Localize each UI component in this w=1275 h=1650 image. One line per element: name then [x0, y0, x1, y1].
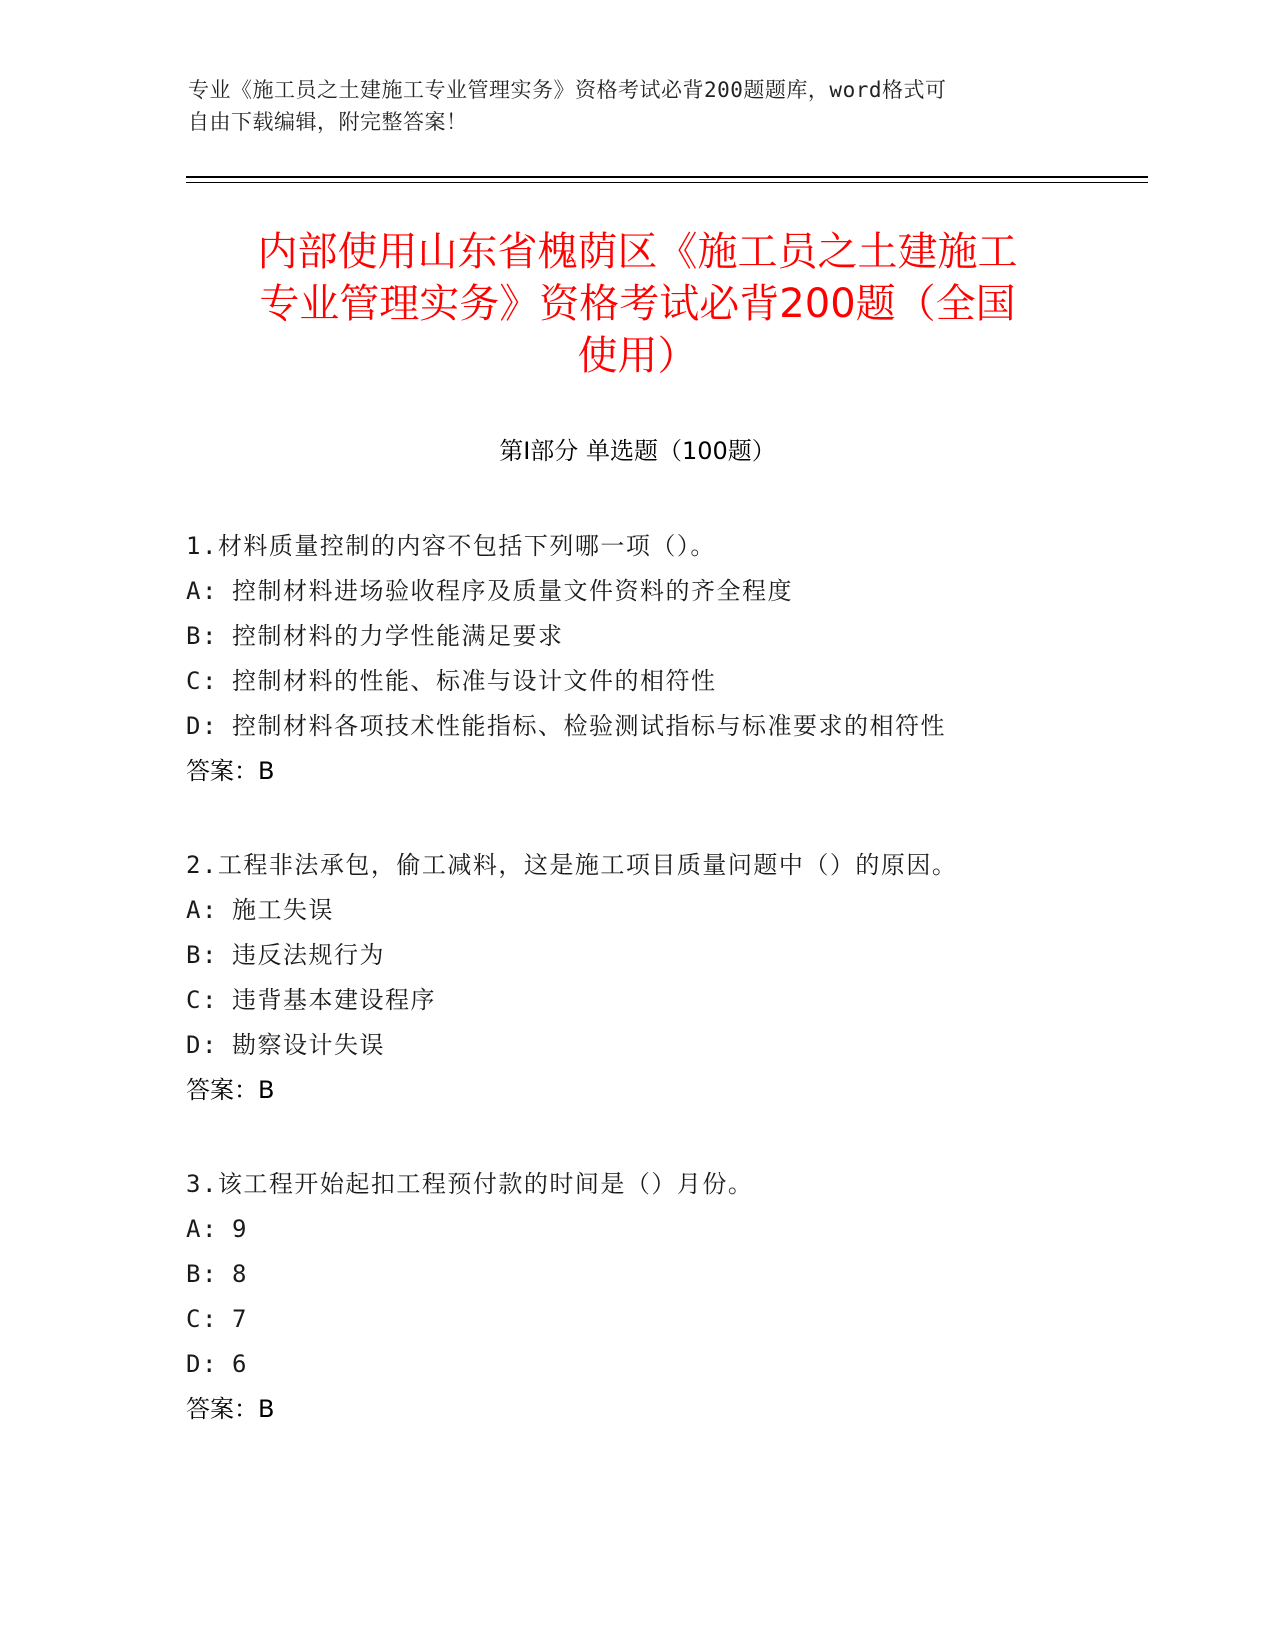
- option-a: [186, 888, 1106, 933]
- header-note-line: 专业《施工员之土建施工专业管理实务》资格考试必背200题题库，word格式可: [188, 78, 947, 102]
- option-letter: C:: [186, 986, 218, 1014]
- option-text: 8: [232, 1260, 248, 1288]
- option-letter: A:: [186, 896, 218, 924]
- option-text: 施工失误: [232, 896, 334, 924]
- answer: 答案：B: [186, 1076, 275, 1104]
- document-header-note: [188, 74, 1068, 138]
- document-title: [186, 226, 1089, 382]
- option-a: [186, 569, 1106, 614]
- option-letter: D:: [186, 712, 218, 740]
- title-line: 内部使用山东省槐荫区《施工员之土建施工: [257, 229, 1018, 275]
- header-divider: [186, 176, 1148, 178]
- option-letter: A:: [186, 577, 218, 605]
- option-c: [186, 659, 1106, 704]
- option-letter: A:: [186, 1215, 218, 1243]
- question-stem: 1.材料质量控制的内容不包括下列哪一项（）。: [186, 532, 716, 560]
- option-letter: B:: [186, 941, 218, 969]
- option-letter: C:: [186, 1305, 218, 1333]
- option-text: 控制材料的性能、标准与设计文件的相符性: [232, 667, 717, 695]
- question-block: [186, 843, 1106, 1113]
- answer: 答案：B: [186, 1395, 275, 1423]
- title-line: 使用）: [577, 333, 698, 379]
- option-text: 违背基本建设程序: [232, 986, 436, 1014]
- option-d: [186, 1342, 1106, 1387]
- question-block: [186, 524, 1106, 794]
- option-letter: D:: [186, 1350, 218, 1378]
- option-b: [186, 614, 1106, 659]
- option-text: 7: [232, 1305, 248, 1333]
- question-stem: 2.工程非法承包，偷工减料，这是施工项目质量问题中（）的原因。: [186, 851, 958, 879]
- option-a: [186, 1207, 1106, 1252]
- option-text: 勘察设计失误: [232, 1031, 385, 1059]
- option-letter: B:: [186, 1260, 218, 1288]
- option-text: 6: [232, 1350, 248, 1378]
- question-stem: 3.该工程开始起扣工程预付款的时间是（）月份。: [186, 1170, 754, 1198]
- question-block: [186, 1162, 1106, 1432]
- option-text: 控制材料各项技术性能指标、检验测试指标与标准要求的相符性: [232, 712, 946, 740]
- option-d: [186, 704, 1106, 749]
- option-letter: C:: [186, 667, 218, 695]
- answer: 答案：B: [186, 757, 275, 785]
- option-text: 违反法规行为: [232, 941, 385, 969]
- section-heading: 第Ⅰ部分 单选题（100题）: [499, 437, 776, 465]
- option-text: 控制材料的力学性能满足要求: [232, 622, 564, 650]
- option-c: [186, 1297, 1106, 1342]
- option-b: [186, 933, 1106, 978]
- option-c: [186, 978, 1106, 1023]
- title-line: 专业管理实务》资格考试必背200题（全国: [259, 281, 1016, 327]
- option-letter: B:: [186, 622, 218, 650]
- option-d: [186, 1023, 1106, 1068]
- option-b: [186, 1252, 1106, 1297]
- header-note-line: 自由下载编辑，附完整答案！: [188, 110, 468, 134]
- option-letter: D:: [186, 1031, 218, 1059]
- option-text: 9: [232, 1215, 248, 1243]
- option-text: 控制材料进场验收程序及质量文件资料的齐全程度: [232, 577, 793, 605]
- header-divider-thin: [186, 182, 1148, 183]
